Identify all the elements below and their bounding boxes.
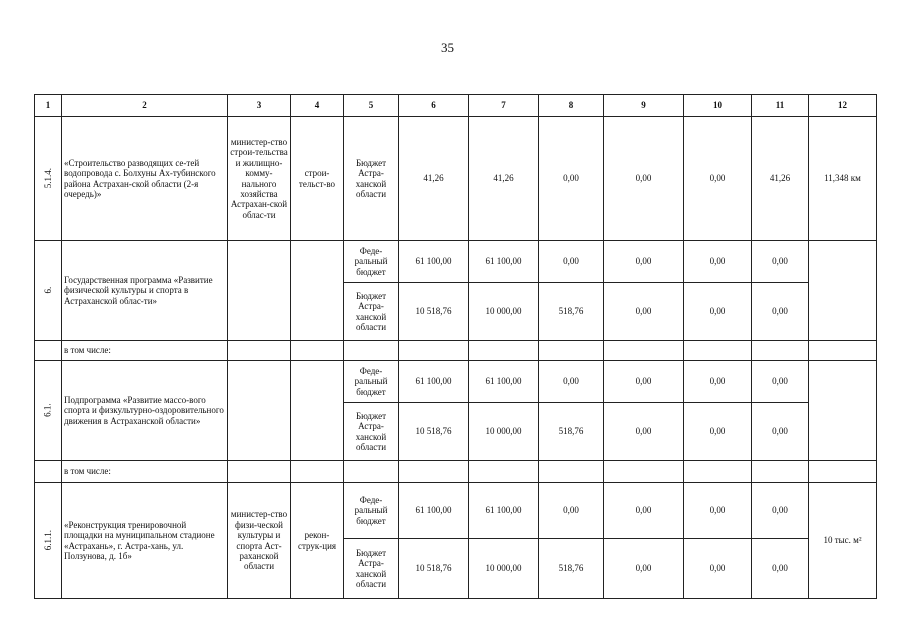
header-cell: 6 <box>399 95 469 117</box>
funding-source: Бюджет Астра-ханской области <box>344 403 399 461</box>
value-cell: 0,00 <box>752 403 809 461</box>
empty-cell <box>344 461 399 483</box>
row-code: 6.1.1. <box>42 530 53 551</box>
row-code: 6. <box>42 287 53 294</box>
value-cell: 518,76 <box>539 283 604 341</box>
responsible-org: министер-ство строи-тельства и жилищно-комму-нального хозяйства Астрахан-ской облас-ти <box>228 117 291 241</box>
empty-cell <box>399 461 469 483</box>
value-cell: 518,76 <box>539 539 604 599</box>
empty-cell <box>228 461 291 483</box>
value-cell: 0,00 <box>539 483 604 539</box>
header-cell: 9 <box>604 95 684 117</box>
row-name: Подпрограмма «Развитие массо-вого спорта и физкультурно-оздоровительного движения в Астраханской области» <box>62 361 228 461</box>
value-cell: 0,00 <box>752 483 809 539</box>
result-indicator: 11,348 км <box>809 117 877 241</box>
value-cell: 61 100,00 <box>469 361 539 403</box>
work-type <box>291 361 344 461</box>
table-row <box>35 361 877 403</box>
funding-source: Бюджет Астра-ханской области <box>344 117 399 241</box>
value-cell: 10 518,76 <box>399 539 469 599</box>
value-cell: 0,00 <box>604 241 684 283</box>
header-cell: 8 <box>539 95 604 117</box>
row-code: 6.1. <box>42 403 53 418</box>
value-cell: 0,00 <box>684 483 752 539</box>
funding-source: Феде-ральный бюджет <box>344 483 399 539</box>
value-cell: 0,00 <box>684 283 752 341</box>
result-indicator <box>809 361 877 461</box>
value-cell: 61 100,00 <box>469 483 539 539</box>
work-type: строи-тельст-во <box>291 117 344 241</box>
value-cell: 0,00 <box>539 117 604 241</box>
value-cell: 41,26 <box>399 117 469 241</box>
value-cell: 0,00 <box>604 283 684 341</box>
value-cell: 0,00 <box>684 403 752 461</box>
empty-cell <box>684 341 752 361</box>
value-cell: 61 100,00 <box>399 483 469 539</box>
responsible-org <box>228 361 291 461</box>
value-cell: 0,00 <box>604 483 684 539</box>
value-cell: 10 518,76 <box>399 283 469 341</box>
empty-cell <box>539 461 604 483</box>
empty-cell <box>469 461 539 483</box>
row-name: «Строительство разводящих се-тей водопровода с. Болхуны Ах-тубинского района Астрахан-ской области (2-я очередь)» <box>62 117 228 241</box>
value-cell: 0,00 <box>684 241 752 283</box>
value-cell: 0,00 <box>684 361 752 403</box>
table-row <box>35 483 877 539</box>
value-cell: 41,26 <box>469 117 539 241</box>
value-cell: 0,00 <box>752 283 809 341</box>
value-cell: 61 100,00 <box>399 361 469 403</box>
work-type <box>291 241 344 341</box>
value-cell: 10 000,00 <box>469 283 539 341</box>
result-indicator <box>809 241 877 341</box>
row-code-cell <box>35 341 62 361</box>
funding-source: Бюджет Астра-ханской области <box>344 283 399 341</box>
value-cell: 0,00 <box>604 539 684 599</box>
empty-cell <box>604 461 684 483</box>
row-code-cell <box>35 483 62 599</box>
result-indicator: 10 тыс. м² <box>809 483 877 599</box>
row-code: 5.1.4. <box>42 168 53 189</box>
header-cell: 11 <box>752 95 809 117</box>
responsible-org <box>228 241 291 341</box>
value-cell: 10 000,00 <box>469 539 539 599</box>
empty-cell <box>809 461 877 483</box>
value-cell: 61 100,00 <box>469 241 539 283</box>
empty-cell <box>469 341 539 361</box>
empty-cell <box>752 341 809 361</box>
row-code-cell <box>35 361 62 461</box>
value-cell: 0,00 <box>539 241 604 283</box>
value-cell: 518,76 <box>539 403 604 461</box>
funding-source: Феде-ральный бюджет <box>344 361 399 403</box>
row-code-cell <box>35 461 62 483</box>
value-cell: 0,00 <box>539 361 604 403</box>
empty-cell <box>809 341 877 361</box>
empty-cell <box>344 341 399 361</box>
value-cell: 0,00 <box>684 539 752 599</box>
budget-table <box>34 94 877 599</box>
empty-cell <box>604 341 684 361</box>
row-code-cell <box>35 117 62 241</box>
header-cell: 4 <box>291 95 344 117</box>
empty-cell <box>539 341 604 361</box>
header-cell: 10 <box>684 95 752 117</box>
empty-cell <box>291 341 344 361</box>
header-cell: 3 <box>228 95 291 117</box>
header-cell: 2 <box>62 95 228 117</box>
table-row <box>35 241 877 283</box>
table-row <box>35 341 877 361</box>
value-cell: 0,00 <box>752 361 809 403</box>
header-cell: 12 <box>809 95 877 117</box>
work-type: рекон-струк-ция <box>291 483 344 599</box>
subtotal-label: в том числе: <box>62 341 228 361</box>
empty-cell <box>291 461 344 483</box>
empty-cell <box>684 461 752 483</box>
value-cell: 0,00 <box>604 361 684 403</box>
row-code-cell <box>35 241 62 341</box>
value-cell: 0,00 <box>684 117 752 241</box>
funding-source: Бюджет Астра-ханской области <box>344 539 399 599</box>
page-number: 35 <box>441 40 454 55</box>
header-cell: 1 <box>35 95 62 117</box>
empty-cell <box>399 341 469 361</box>
table-row <box>35 461 877 483</box>
value-cell: 0,00 <box>604 117 684 241</box>
value-cell: 61 100,00 <box>399 241 469 283</box>
table-row <box>35 117 877 241</box>
row-name: «Реконструкция тренировочной площадки на муниципальном стадионе «Астрахань», г. Астра-хань, ул. Ползунова, д. 1б» <box>62 483 228 599</box>
row-name: Государственная программа «Развитие физической культуры и спорта в Астраханской облас-ти» <box>62 241 228 341</box>
value-cell: 10 000,00 <box>469 403 539 461</box>
empty-cell <box>228 341 291 361</box>
funding-source: Феде-ральный бюджет <box>344 241 399 283</box>
value-cell: 0,00 <box>752 241 809 283</box>
empty-cell <box>752 461 809 483</box>
table-header-row <box>35 95 877 117</box>
value-cell: 0,00 <box>604 403 684 461</box>
header-cell: 5 <box>344 95 399 117</box>
value-cell: 10 518,76 <box>399 403 469 461</box>
value-cell: 41,26 <box>752 117 809 241</box>
header-cell: 7 <box>469 95 539 117</box>
value-cell: 0,00 <box>752 539 809 599</box>
subtotal-label: в том числе: <box>62 461 228 483</box>
responsible-org: министер-ство физи-ческой культуры и спорта Аст-раханской области <box>228 483 291 599</box>
